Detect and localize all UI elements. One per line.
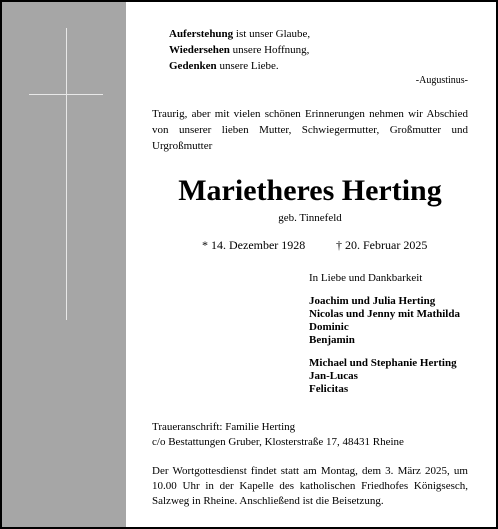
- deceased-name: Marietheres Herting: [178, 174, 442, 207]
- death-date: † 20. Februar 2025: [336, 238, 428, 252]
- cross-horizontal-icon: [29, 94, 103, 95]
- birth-date: * 14. Dezember 1928: [202, 238, 306, 252]
- gray-sidebar: [2, 2, 126, 527]
- family-intro: In Liebe und Dankbarkeit: [309, 272, 423, 284]
- family-member: Nicolas und Jenny mit Mathilda: [309, 308, 460, 320]
- service-info: Der Wortgottesdienst findet statt am Montag, dem 3. März 2025, um 10.00 Uhr in der Kapelle des katholischen Friedhofes Königsesch, Salzweg in Rheine. Anschließend ist die Beisetzung.: [152, 465, 468, 507]
- family-member: Benjamin: [309, 334, 355, 346]
- family-member: Joachim und Julia Herting: [309, 295, 436, 307]
- family-member: Felicitas: [309, 383, 349, 395]
- address-line-2: c/o Bestattungen Gruber, Klosterstraße 17, 48431 Rheine: [152, 436, 404, 448]
- family-member: Dominic: [309, 321, 349, 333]
- address-line-1: Traueranschrift: Familie Herting: [152, 421, 296, 433]
- mourning-address: [152, 420, 468, 450]
- family-gap: [309, 347, 489, 357]
- quote-line-3: Gedenken unsere Liebe.: [169, 60, 279, 72]
- quote-line-2: Wiedersehen unsere Hoffnung,: [169, 44, 310, 56]
- family-member: Michael und Stephanie Herting: [309, 357, 457, 369]
- family-member: Jan-Lucas: [309, 370, 358, 382]
- quote-block: [169, 26, 319, 74]
- quote-line-1: Auferstehung ist unser Glaube,: [169, 28, 311, 40]
- born-name: geb. Tinnefeld: [278, 212, 342, 224]
- quote-attribution: -Augustinus-: [415, 75, 468, 86]
- cross-vertical-icon: [66, 28, 67, 320]
- intro-text: Traurig, aber mit vielen schönen Erinnerungen nehmen wir Abschied von unserer lieben Mutter, Schwiegermutter, Großmutter und Urgroßmutter: [152, 108, 468, 152]
- family-block: [309, 272, 489, 396]
